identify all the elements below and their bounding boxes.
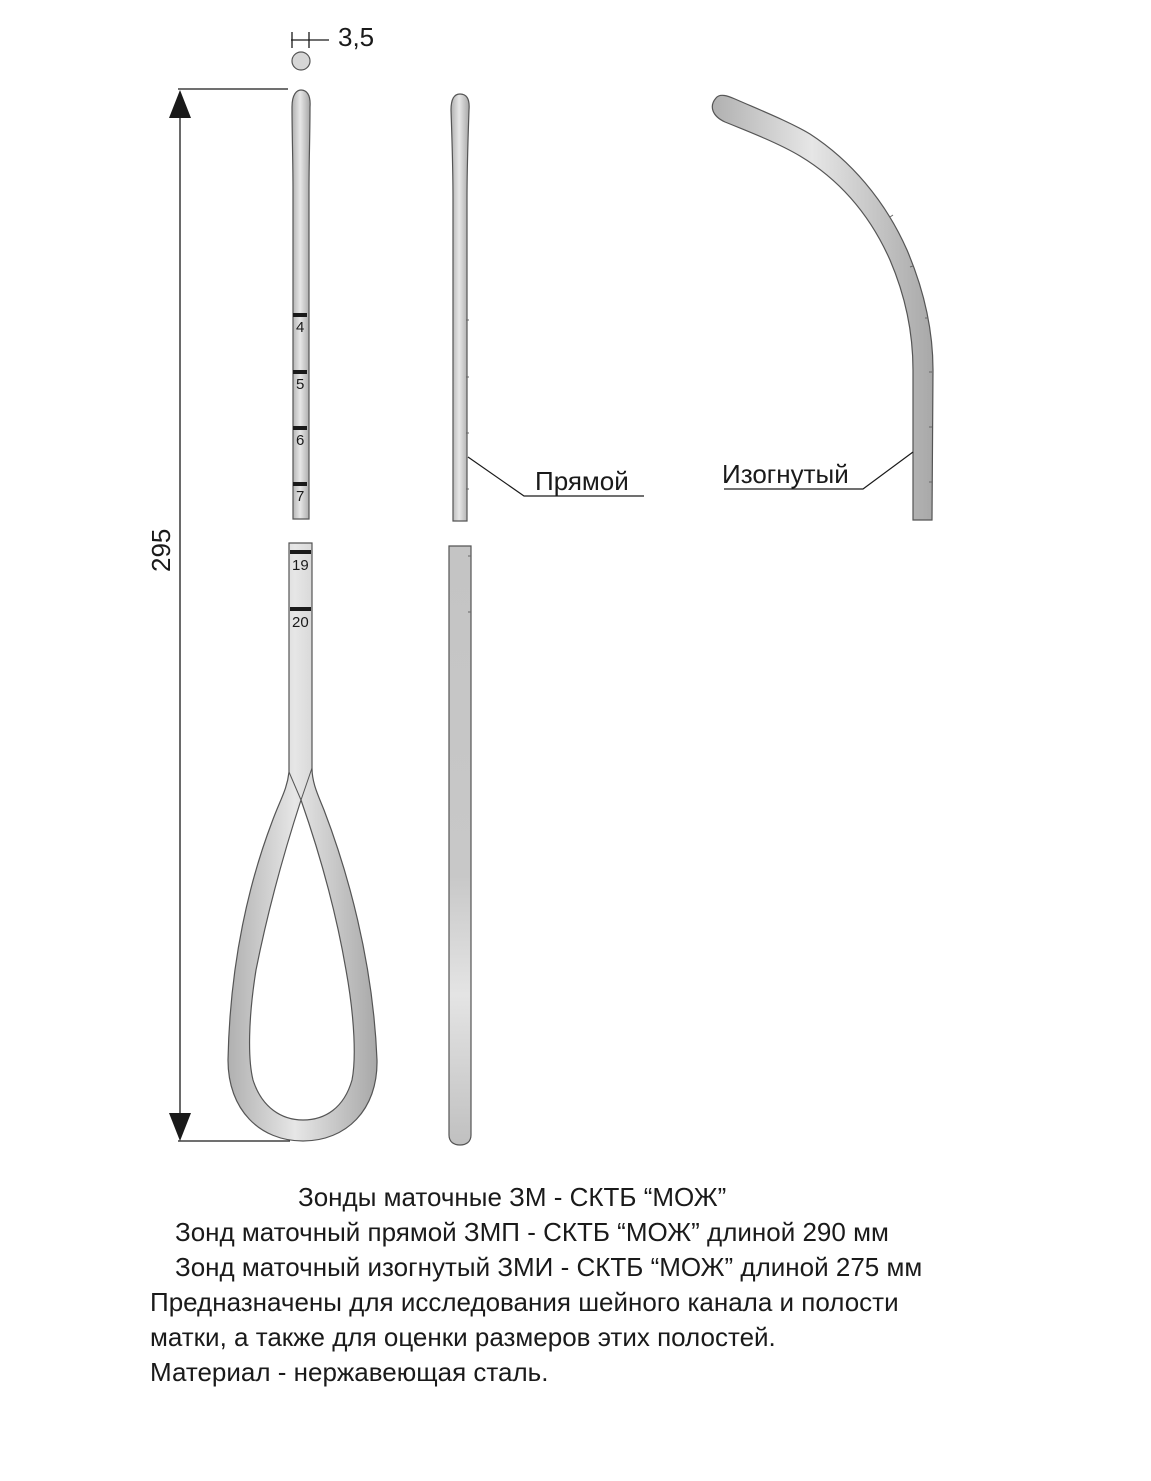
mark-6: 6	[296, 432, 305, 449]
caption-purpose-2: матки, а также для оценки размеров этих полостей.	[150, 1322, 776, 1352]
straight-probe-upper	[451, 94, 469, 521]
caption-block	[0, 1180, 1151, 1390]
mark-19: 19	[292, 557, 309, 574]
caption-material: Материал - нержавеющая сталь.	[150, 1357, 549, 1387]
probe-upper-section	[292, 90, 310, 519]
length-dimension	[146, 89, 290, 1141]
length-label: 295	[146, 528, 176, 572]
arrow-up-icon	[169, 90, 191, 118]
caption-title: Зонды маточные ЗМ - СКТБ “МОЖ”	[298, 1182, 727, 1212]
diameter-dimension	[291, 22, 374, 70]
curved-probe-body	[712, 95, 933, 520]
caption-straight-probe: Зонд маточный прямой ЗМП - СКТБ “МОЖ” длиной 290 мм	[175, 1217, 889, 1247]
mark-7: 7	[296, 488, 305, 505]
mark-4: 4	[296, 319, 305, 336]
mark-5: 5	[296, 376, 305, 393]
curved-probe	[712, 95, 933, 520]
cross-section-circle	[292, 52, 310, 70]
arrow-down-icon	[169, 1113, 191, 1141]
probe-lower-section	[228, 543, 377, 1141]
diameter-label: 3,5	[338, 22, 375, 52]
caption-curved-probe: Зонд маточный изогнутый ЗМИ - СКТБ “МОЖ” длиной 275 мм	[175, 1252, 923, 1282]
graduated-probe	[228, 90, 377, 1141]
straight-probe-lower	[449, 546, 471, 1145]
curved-label: Изогнутый	[722, 459, 849, 489]
caption-purpose-1: Предназначены для исследования шейного канала и полости	[150, 1287, 899, 1317]
straight-label: Прямой	[535, 466, 629, 496]
mark-20: 20	[292, 614, 309, 631]
straight-probe	[449, 94, 644, 1145]
